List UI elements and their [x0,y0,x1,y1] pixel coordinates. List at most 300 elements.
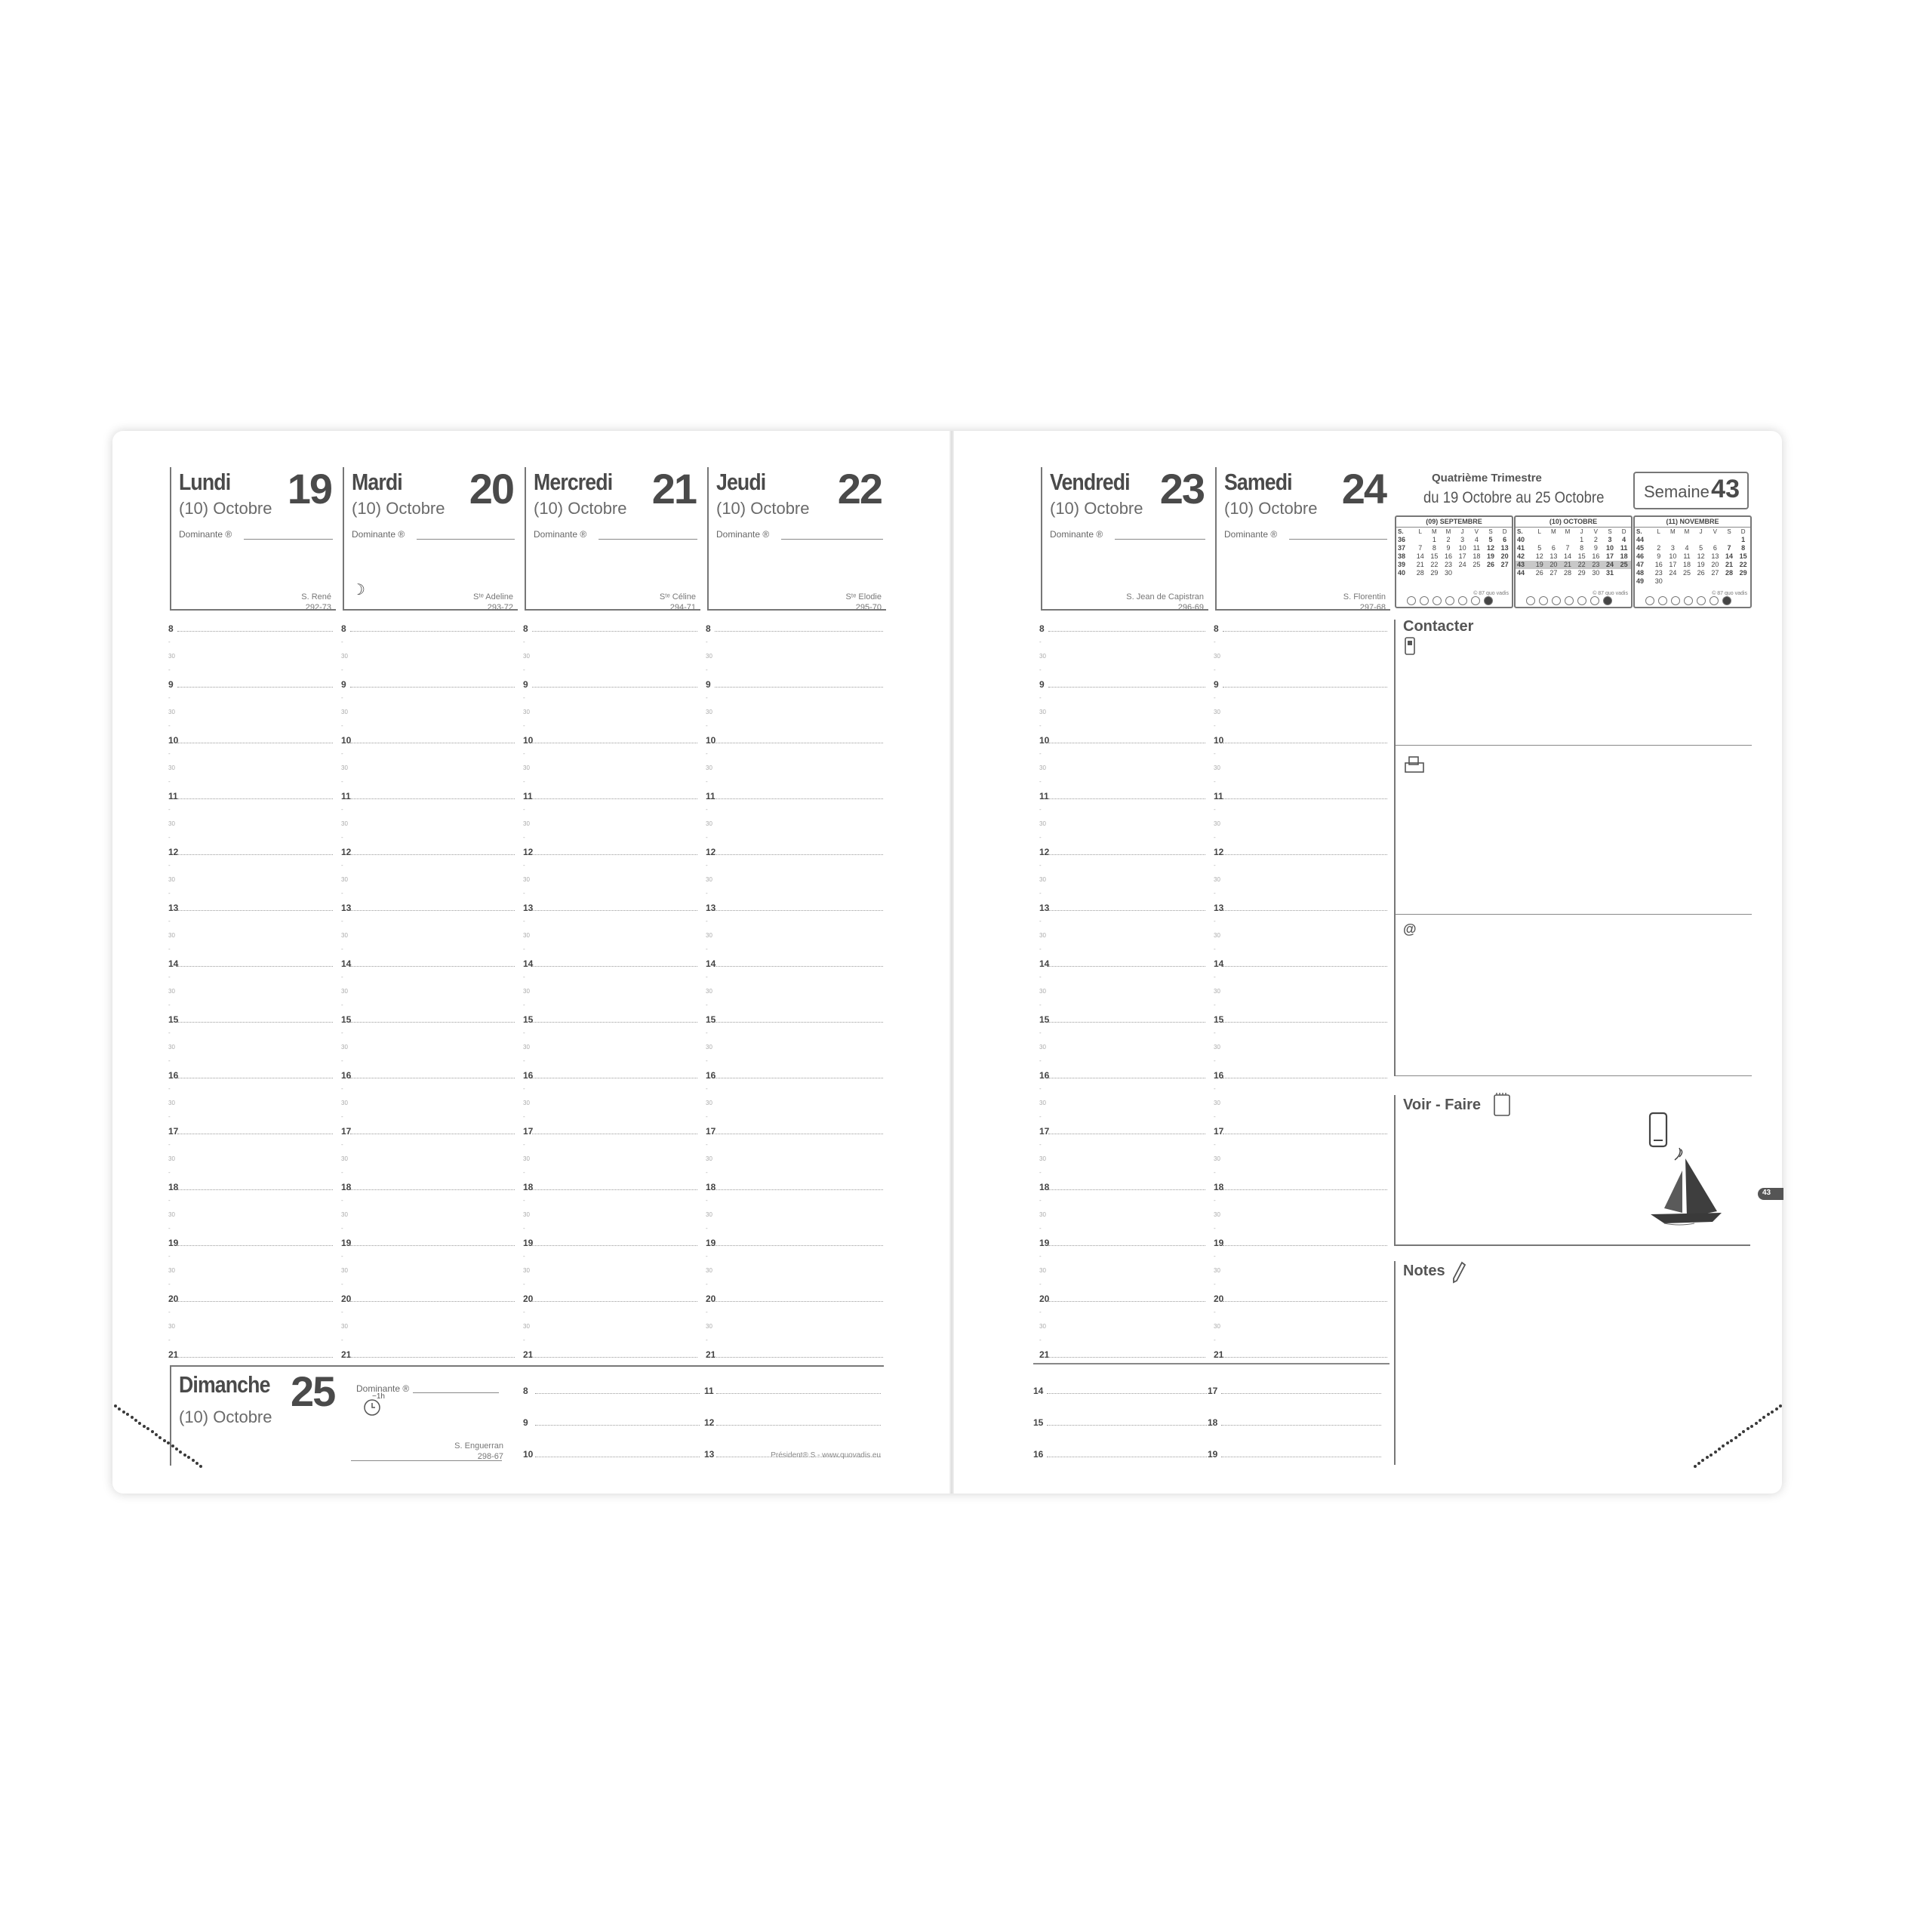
mini-calendar-day: 16 [1445,552,1453,560]
half-hour-tick: 30 [168,764,175,771]
half-hour-tick: 30 [1214,1100,1220,1106]
mini-calendar-weekday: M [1551,528,1556,535]
mini-calendar-weekday: M [1445,528,1451,535]
quarter-tick: - [1214,1253,1216,1260]
quarter-tick: - [523,1337,525,1343]
hour-line[interactable] [350,1301,515,1302]
hour-label: 8 [1039,623,1045,634]
stitch-dot [122,1411,125,1414]
mini-calendar-day [1532,536,1546,544]
quarter-tick: - [1039,890,1042,897]
hour-line[interactable] [715,687,883,688]
circle-icon [1603,596,1612,605]
mini-calendar-week-number: 42 [1517,552,1525,560]
hour-line[interactable] [1223,631,1387,632]
half-hour-tick: 30 [523,1100,530,1106]
quarter-tick: - [1039,1029,1042,1036]
quarter-tick: - [1214,638,1216,645]
quarter-tick: - [1039,1001,1042,1008]
hour-line[interactable] [532,910,697,911]
hour-line[interactable] [350,687,515,688]
half-hour-tick: 30 [1214,653,1220,660]
half-hour-tick: 30 [1039,1155,1046,1162]
hour-line[interactable] [535,1425,700,1426]
hour-label: 8 [523,623,528,634]
hour-line[interactable] [1223,966,1387,967]
quarter-tick: - [706,1169,708,1176]
day-month: (10) Octobre [179,499,272,518]
quarter-tick: - [1214,834,1216,841]
quarter-tick: - [168,974,171,980]
hour-label: 20 [1214,1294,1224,1304]
mini-calendar-day [1736,577,1750,586]
hour-line[interactable] [1221,1393,1381,1394]
half-hour-tick: 30 [341,988,348,995]
mini-calendar-day [1722,577,1737,586]
hour-line[interactable] [532,966,697,967]
hour-line[interactable] [1223,1301,1387,1302]
hour-line[interactable] [1047,1393,1207,1394]
quarter-tick: - [1214,1001,1216,1008]
hour-line[interactable] [177,631,333,632]
dominante-label: Dominante ® [534,529,587,540]
mini-calendar-day [1680,536,1694,544]
hour-label: 20 [341,1294,352,1304]
quarter-tick: - [168,1337,171,1343]
hour-label: 13 [341,903,352,913]
quarter-tick: - [523,946,525,952]
quarter-tick: - [706,1281,708,1287]
hour-line[interactable] [1048,910,1205,911]
mini-calendar-day: 25 [1683,569,1691,577]
hour-label: 18 [1039,1182,1050,1192]
quarter-tick: - [1039,694,1042,701]
hour-line[interactable] [177,966,333,967]
hour-label: 11 [706,791,716,801]
quarter-tick: - [706,1113,708,1120]
hour-label: 13 [168,903,179,913]
quarter-tick: - [1039,974,1042,980]
hour-line[interactable] [350,1357,515,1358]
quarter-tick: - [1214,1113,1216,1120]
mini-calendar-weekday: L [1418,528,1422,535]
sunday-number: 25 [291,1367,335,1415]
contacter-label: Contacter [1403,618,1474,635]
hour-label: 17 [168,1126,179,1137]
hour-line[interactable] [350,910,515,911]
hour-label: 16 [1214,1070,1224,1081]
hour-line[interactable] [1223,1022,1387,1023]
stitch-dot [1755,1422,1758,1425]
hour-line[interactable] [177,1301,333,1302]
hour-line[interactable] [532,631,697,632]
mini-calendar-day: 25 [1617,561,1631,569]
mini-calendar-day [1708,536,1722,544]
hour-line[interactable] [177,1357,333,1358]
half-hour-tick: 30 [706,932,712,939]
half-hour-tick: 30 [1039,1044,1046,1051]
hour-line[interactable] [532,1301,697,1302]
mini-calendar-day [1708,577,1722,586]
mini-calendar-day: 28 [1725,569,1733,577]
stitch-dot [1759,1419,1762,1422]
quarter-tick: - [341,722,343,729]
mini-calendar-day: 24 [1603,561,1617,569]
half-hour-tick: 30 [706,1155,712,1162]
half-hour-tick: 30 [168,988,175,995]
mini-calendar-day: 21 [1416,561,1424,568]
quarter-tick: - [168,1141,171,1148]
half-hour-tick: 30 [341,820,348,827]
half-hour-tick: 30 [1214,709,1220,715]
hour-label: 20 [1039,1294,1050,1304]
quarter-tick: - [1214,1337,1216,1343]
mini-calendar-day: 15 [1430,552,1439,560]
hour-label: 19 [1039,1238,1050,1248]
mini-calendar-day: 17 [1605,552,1614,560]
circle-icon [1458,596,1467,605]
mini-calendar-weekday: J [1460,528,1464,535]
mini-calendar-footer: © 87 quo vadis [1712,591,1747,596]
hour-label: 20 [523,1294,534,1304]
quarter-tick: - [1039,1309,1042,1315]
hour-line[interactable] [532,798,697,799]
hour-line[interactable] [1048,1301,1205,1302]
hour-label: 14 [1039,958,1050,969]
hour-line[interactable] [350,1189,515,1190]
quarter-tick: - [341,1085,343,1092]
mini-calendar-day: 27 [1711,569,1719,577]
quarter-tick: - [706,666,708,673]
hour-label: 9 [523,1417,528,1428]
hour-line[interactable] [535,1393,700,1394]
mini-calendar-weekday: S [1727,528,1731,535]
mini-calendar-day [1651,536,1666,544]
mini-calendar-weekday: S. [1398,528,1404,535]
dominante-label: Dominante ® [352,529,405,540]
stitch-dot [138,1422,141,1425]
hour-line[interactable] [1223,854,1387,855]
mini-calendar-day: 5 [1488,536,1493,543]
hour-label: 13 [523,903,534,913]
hour-line[interactable] [1221,1425,1381,1426]
half-hour-tick: 30 [341,709,348,715]
half-hour-tick: 30 [168,820,175,827]
quarter-tick: - [1039,1169,1042,1176]
half-hour-tick: 30 [168,1323,175,1330]
quarter-tick: - [1214,1141,1216,1148]
mini-calendar-weekday: M [1432,528,1437,535]
hour-label: 21 [168,1349,179,1360]
quarter-tick: - [1214,1197,1216,1204]
quarter-tick: - [168,1281,171,1287]
hour-line[interactable] [350,966,515,967]
quarter-tick: - [706,1253,708,1260]
circle-icon [1445,596,1454,605]
dominante-line [599,539,697,540]
hour-line[interactable] [532,1245,697,1246]
quarter-tick: - [523,974,525,980]
hour-line[interactable] [1223,687,1387,688]
hour-line[interactable] [1048,1357,1205,1358]
quarter-tick: - [523,834,525,841]
quarter-tick: - [706,750,708,757]
mini-calendar-day: 11 [1620,544,1628,552]
half-hour-tick: 30 [1039,1211,1046,1218]
hour-line[interactable] [177,910,333,911]
hour-line[interactable] [715,1245,883,1246]
sunday-saint [420,1441,503,1462]
mini-calendar-title: (11) NOVEMBRE [1635,517,1750,528]
hour-line[interactable] [1048,854,1205,855]
mini-calendar-day: 26 [1486,561,1494,568]
mobile-phone-icon [1648,1112,1670,1153]
mini-calendar-day: 2 [1593,536,1598,543]
circle-icon [1565,596,1574,605]
mini-calendar-day [1497,569,1512,577]
half-hour-tick: 30 [168,1044,175,1051]
hour-label: 13 [1039,903,1050,913]
hour-label: 8 [341,623,346,634]
hour-line[interactable] [715,631,883,632]
quarter-tick: - [706,974,708,980]
mini-calendar-day: 12 [1697,552,1705,560]
hour-line[interactable] [716,1393,881,1394]
hour-label: 18 [706,1182,716,1192]
dominante-label: Dominante ® [1224,529,1278,540]
hour-line[interactable] [350,631,515,632]
hour-line[interactable] [1048,798,1205,799]
hour-line[interactable] [1223,798,1387,799]
hour-line[interactable] [715,1022,883,1023]
half-hour-tick: 30 [706,1100,712,1106]
mini-calendar-day: 22 [1574,561,1589,569]
hour-label: 11 [168,791,178,801]
mini-calendar-day: 8 [1741,544,1746,552]
sunday-saint-number: 298-67 [477,1452,503,1461]
mini-calendar-day: 14 [1725,552,1733,560]
hour-line[interactable] [177,854,333,855]
mini-calendar-week-number: 40 [1517,536,1525,543]
voir-faire-box [1394,1095,1750,1246]
hour-line[interactable] [1048,1022,1205,1023]
hour-line[interactable] [1223,1245,1387,1246]
hour-line[interactable] [1047,1425,1207,1426]
week-tab-number: 43 [1762,1189,1771,1197]
day-month: (10) Octobre [534,499,627,518]
hour-line[interactable] [1048,966,1205,967]
saint-name: Sᵗᵉ Elodie [845,592,882,601]
half-hour-tick: 30 [341,653,348,660]
sunday-dominante-line [413,1392,499,1393]
hour-line[interactable] [715,1189,883,1190]
hour-label: 16 [1033,1449,1044,1460]
hour-label: 16 [523,1070,534,1081]
quarter-tick: - [341,806,343,813]
mini-calendar-day: 4 [1474,536,1479,543]
quarter-tick: - [706,1197,708,1204]
mini-calendar-day [1694,577,1708,586]
quarter-tick: - [341,862,343,869]
hour-label: 15 [706,1014,716,1025]
stitch-dot [114,1404,117,1407]
half-hour-tick: 30 [341,1100,348,1106]
quarter-tick: - [706,918,708,924]
quarter-tick: - [706,1225,708,1232]
hour-line[interactable] [532,1357,697,1358]
hour-line[interactable] [1048,687,1205,688]
day-number: 22 [837,465,882,512]
mini-calendar-day [1469,569,1484,577]
quarter-tick: - [1214,1029,1216,1036]
day-number: 19 [287,465,331,512]
hour-line[interactable] [350,1245,515,1246]
mini-calendar-week-number: 47 [1636,561,1645,568]
mini-calendar-day: 24 [1458,561,1466,568]
half-hour-tick: 30 [168,1267,175,1274]
hour-line[interactable] [715,1301,883,1302]
half-hour-tick: 30 [168,653,175,660]
hour-line[interactable] [177,687,333,688]
half-hour-tick: 30 [168,932,175,939]
mini-calendar-day: 14 [1564,552,1572,560]
quarter-tick: - [1039,806,1042,813]
evening-separator [1033,1363,1389,1364]
hour-line[interactable] [715,854,883,855]
quarter-tick: - [1214,750,1216,757]
quarter-tick: - [706,1141,708,1148]
half-hour-tick: 30 [168,709,175,715]
half-hour-tick: 30 [523,653,530,660]
hour-line[interactable] [1223,1357,1387,1358]
hour-label: 18 [341,1182,352,1192]
hour-line[interactable] [532,1022,697,1023]
hour-line[interactable] [715,798,883,799]
quarter-tick: - [168,666,171,673]
mini-calendar-weekday: M [1670,528,1676,535]
hour-line[interactable] [177,1245,333,1246]
hour-line[interactable] [177,1022,333,1023]
notepad-icon [1492,1092,1512,1121]
quarter-tick: - [1214,918,1216,924]
quarter-tick: - [706,890,708,897]
hour-line[interactable] [177,1189,333,1190]
stitch-dot [1775,1407,1778,1411]
quarter-tick: - [1039,1141,1042,1148]
quarter-tick: - [341,750,343,757]
quarter-tick: - [1214,1225,1216,1232]
quarter-tick: - [523,694,525,701]
quarter-tick: - [523,1253,525,1260]
quarter-tick: - [706,834,708,841]
hour-line[interactable] [177,798,333,799]
saint [660,592,696,613]
hour-line[interactable] [1223,910,1387,911]
quarter-tick: - [1039,1197,1042,1204]
quarter-tick: - [523,1113,525,1120]
circle-icon [1577,596,1586,605]
half-hour-tick: 30 [1214,1155,1220,1162]
hour-line[interactable] [715,1357,883,1358]
hour-label: 12 [704,1417,715,1428]
hour-label: 9 [523,679,528,690]
half-hour-tick: 30 [1039,820,1046,827]
half-hour-tick: 30 [523,1155,530,1162]
mini-calendar-day [1561,536,1575,544]
quarter-tick: - [1039,1281,1042,1287]
quarter-tick: - [341,1029,343,1036]
mini-calendar-day: 6 [1551,544,1556,552]
hour-line[interactable] [532,687,697,688]
hour-line[interactable] [532,1189,697,1190]
day-header-mardi [343,467,518,611]
mini-calendar-circles [1407,596,1493,605]
hour-label: 17 [341,1126,352,1137]
mini-calendar-day [1617,569,1631,577]
quarter-tick: - [168,1029,171,1036]
mini-calendar-day: 4 [1685,544,1689,552]
hour-line[interactable] [1048,1245,1205,1246]
quarter-tick: - [168,1197,171,1204]
mini-calendar-day: 2 [1657,544,1661,552]
mini-calendar-weekday: D [1502,528,1507,535]
quarter-tick: - [1214,946,1216,952]
quarter-tick: - [341,778,343,785]
half-hour-tick: 30 [523,764,530,771]
day-name: Samedi [1224,469,1292,495]
day-header-lundi [170,467,336,611]
quarter-tick: - [523,1225,525,1232]
hour-label: 15 [1214,1014,1224,1025]
half-hour-tick: 30 [706,1211,712,1218]
hour-line[interactable] [1048,631,1205,632]
hour-line[interactable] [532,854,697,855]
hour-line[interactable] [715,910,883,911]
saint [1126,592,1204,613]
hour-line[interactable] [716,1425,881,1426]
hour-line[interactable] [350,798,515,799]
quarter-tick: - [523,1281,525,1287]
saint [846,592,882,613]
circle-icon [1590,596,1599,605]
quarter-tick: - [341,1337,343,1343]
hour-line[interactable] [715,966,883,967]
hour-line[interactable] [1048,1189,1205,1190]
hour-label: 18 [1214,1182,1224,1192]
half-hour-tick: 30 [1039,988,1046,995]
hour-label: 19 [168,1238,179,1248]
hour-label: 10 [168,735,179,746]
mini-calendar-day: 6 [1713,544,1717,552]
mini-calendar-day: 1 [1741,536,1746,543]
half-hour-tick: 30 [1039,1267,1046,1274]
half-hour-tick: 30 [341,876,348,883]
week-tab[interactable] [1758,1188,1783,1200]
hour-line[interactable] [350,1022,515,1023]
mini-calendar-day: 11 [1473,544,1480,552]
quarter-tick: - [1039,722,1042,729]
mini-calendar-day: 6 [1503,536,1507,543]
half-hour-tick: 30 [1039,1100,1046,1106]
hour-label: 20 [706,1294,716,1304]
hour-line[interactable] [1223,1189,1387,1190]
dominante-line [1289,539,1387,540]
hour-line[interactable] [350,854,515,855]
hour-label: 21 [341,1349,352,1360]
half-hour-tick: 30 [706,653,712,660]
hour-label: 14 [168,958,179,969]
mini-calendar-day: 20 [1546,561,1561,569]
